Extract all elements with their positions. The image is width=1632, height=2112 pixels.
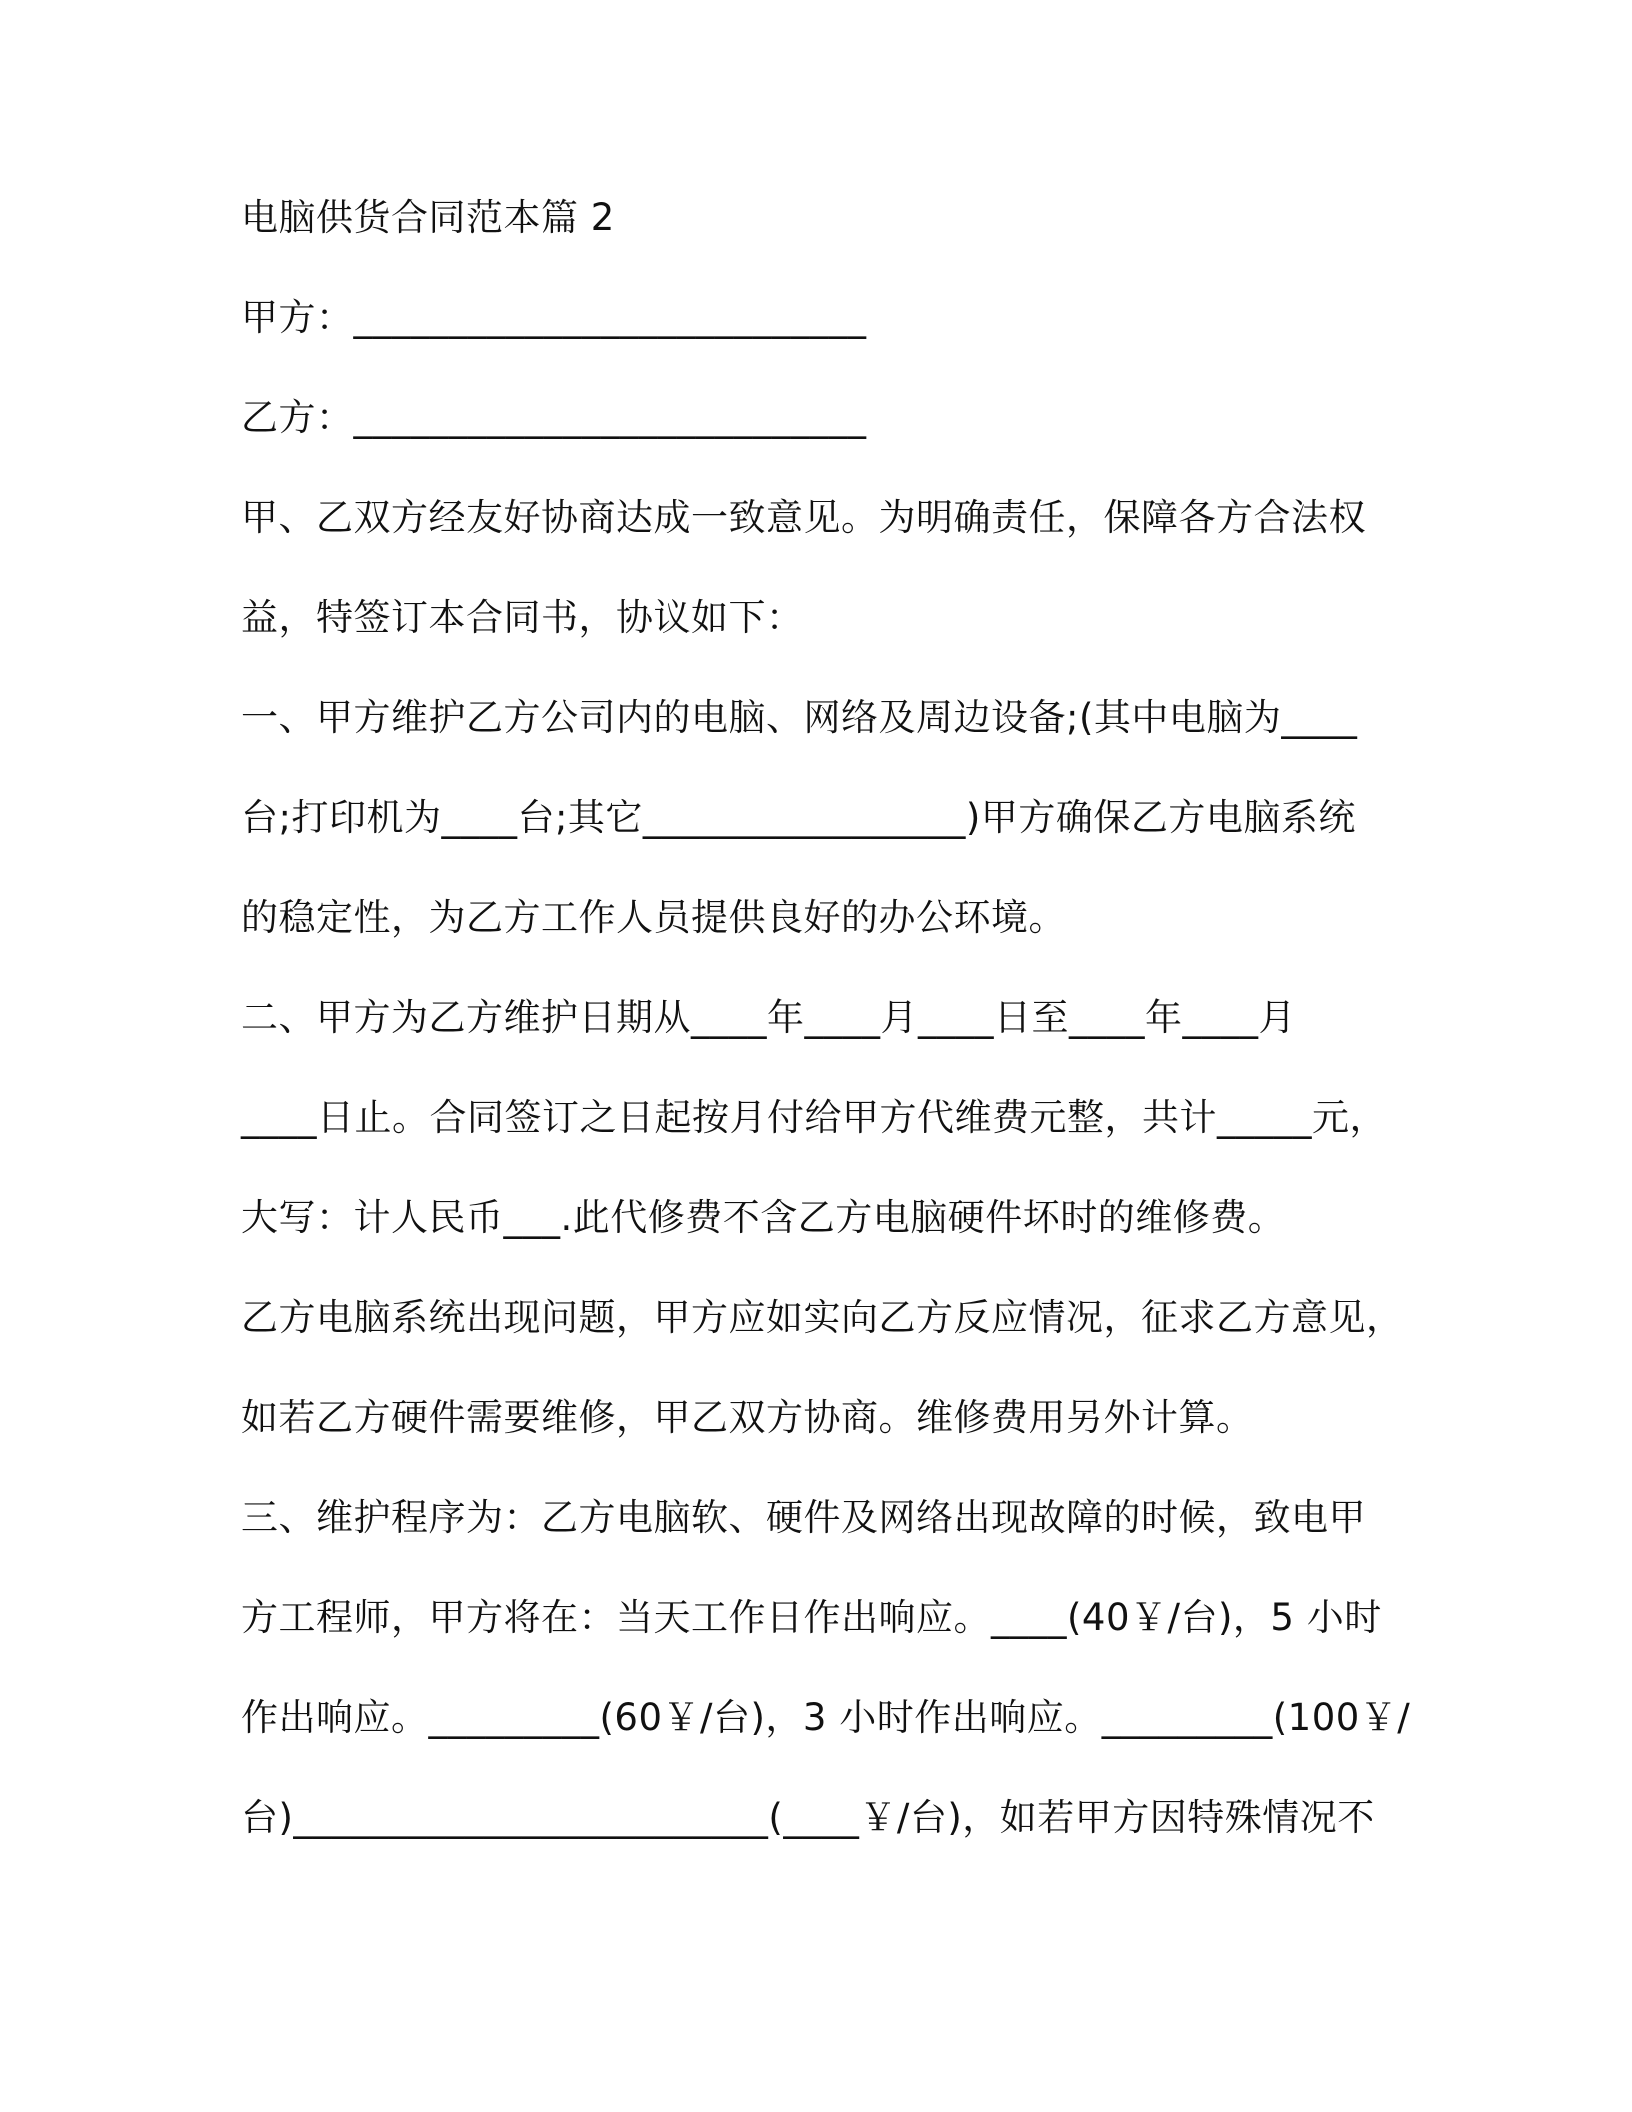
text-line: ____日止。合同签订之日起按月付给甲方代维费元整，共计_____元， — [241, 1096, 1387, 1139]
text-line: 如若乙方硬件需要维修，甲乙双方协商。维修费用另外计算。 — [241, 1396, 1254, 1439]
text-line: 甲、乙双方经友好协商达成一致意见。为明确责任，保障各方合法权 — [241, 496, 1366, 539]
text-line: 大写：计人民币___.此代修费不含乙方电脑硬件坏时的维修费。 — [241, 1196, 1286, 1239]
text-line: 益，特签订本合同书，协议如下： — [241, 596, 804, 639]
text-line: 作出响应。_________(60￥/台)，3 小时作出响应。_________(100￥/ — [241, 1696, 1411, 1739]
text-line: 三、维护程序为：乙方电脑软、硬件及网络出现故障的时候，致电甲 — [241, 1496, 1366, 1539]
text-line: 台)_________________________(____￥/台)，如若甲方因特殊情况不 — [241, 1796, 1375, 1839]
party-b-line: 乙方：___________________________ — [241, 396, 867, 439]
text-line: 台;打印机为____台;其它_________________)甲方确保乙方电脑系统 — [241, 796, 1356, 839]
party-a-line: 甲方：___________________________ — [241, 296, 867, 339]
text-line: 的稳定性，为乙方工作人员提供良好的办公环境。 — [241, 896, 1066, 939]
text-line: 方工程师，甲方将在：当天工作日作出响应。____(40￥/台)，5 小时 — [241, 1596, 1382, 1639]
text-line: 二、甲方为乙方维护日期从____年____月____日至____年____月 — [241, 996, 1296, 1039]
text-line: 一、甲方维护乙方公司内的电脑、网络及周边设备;(其中电脑为____ — [241, 696, 1358, 739]
document-title: 电脑供货合同范本篇 2 — [241, 196, 615, 239]
text-line: 乙方电脑系统出现问题，甲方应如实向乙方反应情况，征求乙方意见， — [241, 1296, 1404, 1339]
